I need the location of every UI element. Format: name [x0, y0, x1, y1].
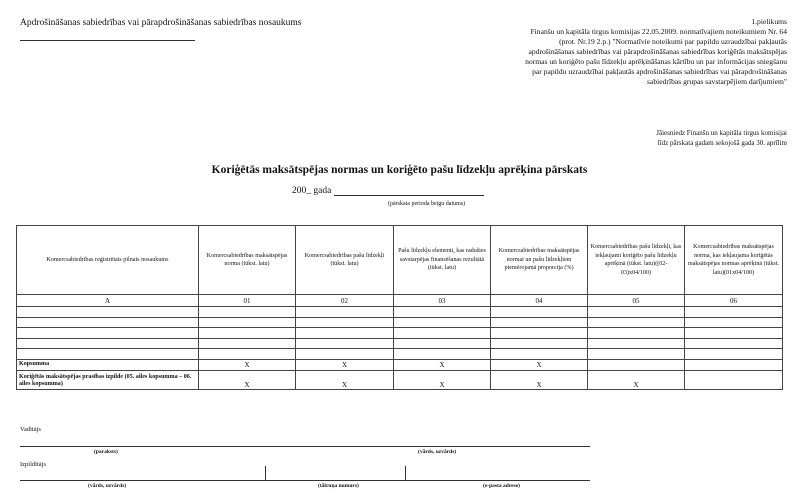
compliance-cell: X — [296, 370, 394, 389]
table-cell[interactable] — [199, 328, 296, 339]
table-cell[interactable] — [296, 307, 394, 318]
column-header: Komercsabiedrības pašu līdzekļi (tūkst. latu) — [296, 226, 394, 295]
appendix-line: 1.pielikums — [751, 17, 787, 26]
column-header: Komercsabiedrības reģistrētais pilnais nosaukums — [17, 226, 199, 295]
total-cell: X — [491, 359, 588, 370]
column-header: Komercsabiedrības pašu līdzekļi, kas iekļaujami koriģēto pašu līdzekļu aprēķinā (tūkst. latu)((02-03)x04/100) — [588, 226, 685, 295]
table-cell[interactable] — [588, 328, 685, 339]
executor-line[interactable] — [20, 480, 590, 481]
total-cell[interactable] — [685, 359, 783, 370]
table-cell[interactable] — [199, 317, 296, 328]
executor-field-divider — [405, 466, 406, 480]
head-name-caption: (vārds, uzvārds) — [418, 449, 457, 455]
table-cell[interactable] — [491, 317, 588, 328]
table-cell[interactable] — [199, 349, 296, 360]
executor-email-caption: (e-pasta adrese) — [483, 483, 521, 489]
total-cell[interactable] — [588, 359, 685, 370]
table-cell[interactable] — [296, 349, 394, 360]
head-signature-caption: (paraksts) — [94, 449, 118, 455]
compliance-cell: X — [491, 370, 588, 389]
compliance-cell: X — [199, 370, 296, 389]
compliance-cell: X — [588, 370, 685, 389]
column-code: 02 — [296, 295, 394, 307]
period-date-field[interactable] — [334, 186, 484, 196]
total-row — [17, 359, 783, 370]
table-row — [17, 317, 783, 328]
period-prefix: 200_ gada — [292, 186, 332, 196]
column-code-row — [17, 295, 783, 307]
executor-label: Izpildītājs — [20, 461, 46, 468]
table-cell[interactable] — [588, 307, 685, 318]
table-row — [17, 307, 783, 318]
table-cell[interactable] — [17, 317, 199, 328]
total-cell: X — [199, 359, 296, 370]
table-cell[interactable] — [491, 328, 588, 339]
table-cell[interactable] — [394, 317, 491, 328]
appendix-line: normas un koriģēto pašu līdzekļu aprēķināšanas kārtību un par informācijas sniegšanu — [525, 57, 787, 66]
compliance-cell: X — [394, 370, 491, 389]
submission-line: līdz pārskata gadam sekojošā gada 30. aprīlim — [657, 139, 787, 147]
table-cell[interactable] — [17, 349, 199, 360]
table-header-row — [17, 226, 783, 295]
table-cell[interactable] — [685, 328, 783, 339]
table-cell[interactable] — [491, 349, 588, 360]
appendix-line: Finanšu un kapitāla tirgus komisijas 22.05.2009. normatīvajiem noteikumiem Nr. 64 — [530, 27, 787, 36]
table-cell[interactable] — [394, 349, 491, 360]
head-signature-line[interactable] — [20, 446, 590, 447]
table-row — [17, 338, 783, 349]
compliance-cell[interactable] — [685, 370, 783, 389]
table-cell[interactable] — [394, 338, 491, 349]
total-label: Kopsumma — [17, 359, 199, 370]
compliance-label: Koriģētās maksātspējas prasības izpilde (05. ailes kopsumma – 06. ailes kopsumma) — [17, 370, 199, 389]
report-table — [16, 225, 783, 390]
period-caption: (pārskata perioda beigu datums) — [388, 201, 466, 207]
column-code: 05 — [588, 295, 685, 307]
total-cell: X — [296, 359, 394, 370]
appendix-line: par papildu uzraudzībai pakļautās apdrošināšanas sabiedrības vai pārapdrošināšanas — [532, 67, 787, 76]
appendix-line: sabiedrības grupas savstarpējiem darījumiem" — [647, 77, 787, 86]
executor-phone-caption: (tālruņa numurs) — [318, 483, 359, 489]
table-cell[interactable] — [685, 317, 783, 328]
column-code: 06 — [685, 295, 783, 307]
appendix-reference — [457, 17, 787, 87]
table-cell[interactable] — [394, 328, 491, 339]
submission-line: Jāiesniedz Finanšu un kapitāla tirgus komisijai — [656, 129, 787, 137]
table-cell[interactable] — [588, 349, 685, 360]
table-cell[interactable] — [17, 338, 199, 349]
report-title: Koriģētās maksātspējas normas un koriģēto pašu līdzekļu aprēķina pārskats — [211, 164, 588, 176]
appendix-line: (prot. Nr.19 2.p.) "Normatīvie noteikumi par papildu uzraudzībai pakļautās — [559, 37, 787, 46]
executor-name-caption: (vārds, uzvārds) — [88, 483, 127, 489]
head-label: Vadītājs — [20, 426, 41, 433]
table-cell[interactable] — [685, 349, 783, 360]
table-cell[interactable] — [685, 338, 783, 349]
table-row — [17, 349, 783, 360]
table-cell[interactable] — [296, 317, 394, 328]
column-header: Komercsabiedrības maksātspējas norma (tūkst. latu) — [199, 226, 296, 295]
table-cell[interactable] — [17, 328, 199, 339]
table-cell[interactable] — [199, 307, 296, 318]
table-row — [17, 328, 783, 339]
submission-note — [527, 128, 787, 148]
company-name-label: Apdrošināšanas sabiedrības vai pārapdrošināšanas sabiedrības nosaukums — [20, 18, 302, 28]
column-header: Komercsabiedrības maksātspējas normai un pašu līdzekļiem piemērojamā proporcija (%) — [491, 226, 588, 295]
table-cell[interactable] — [588, 317, 685, 328]
period-row — [292, 186, 484, 196]
table-cell[interactable] — [394, 307, 491, 318]
compliance-row — [17, 370, 783, 389]
column-code: 01 — [199, 295, 296, 307]
table-cell[interactable] — [588, 338, 685, 349]
table-cell[interactable] — [491, 307, 588, 318]
total-cell: X — [394, 359, 491, 370]
table-cell[interactable] — [491, 338, 588, 349]
column-code: 04 — [491, 295, 588, 307]
column-code: A — [17, 295, 199, 307]
table-cell[interactable] — [17, 307, 199, 318]
appendix-line: apdrošināšanas sabiedrības vai pārapdrošināšanas sabiedrības koriģētās maksātspējas — [528, 47, 787, 56]
company-name-line — [20, 40, 195, 41]
executor-field-divider — [265, 466, 266, 480]
column-header: Komercsabiedrības maksātspējas norma, kas iekļaujama koriģētās maksātspējas normas aprēķinā (tūkst. latu)(01x04/100) — [685, 226, 783, 295]
table-cell[interactable] — [296, 338, 394, 349]
table-cell[interactable] — [296, 328, 394, 339]
table-cell[interactable] — [199, 338, 296, 349]
column-header: Pašu līdzekļu elementi, kas radušies savstarpējas finansēšanas rezultātā (tūkst. latu) — [394, 226, 491, 295]
column-code: 03 — [394, 295, 491, 307]
table-cell[interactable] — [685, 307, 783, 318]
